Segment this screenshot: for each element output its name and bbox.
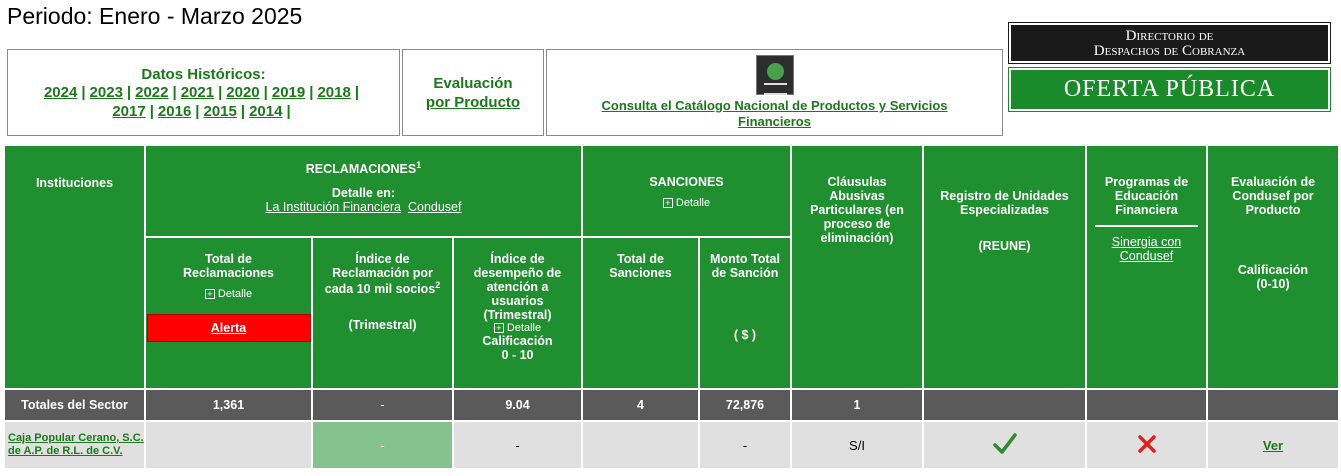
row-indice-desempeno: - — [454, 422, 581, 468]
link-condusef[interactable]: Condusef — [407, 200, 462, 215]
totals-label: Totales del Sector — [5, 390, 144, 420]
year-separator: | — [263, 84, 268, 101]
totals-clausulas: 1 — [792, 390, 922, 420]
table-row — [5, 422, 1338, 468]
evaluacion-box — [402, 49, 544, 136]
totals-indice-desempeno: 9.04 — [454, 390, 581, 420]
historicos-box — [7, 49, 400, 136]
year-separator: | — [126, 84, 132, 101]
plus-icon: + — [494, 323, 504, 333]
catalogo-logo[interactable] — [756, 55, 794, 95]
year-separator: | — [354, 84, 360, 101]
reclamaciones-title: RECLAMACIONES$^1$ — [305, 160, 422, 177]
reclamaciones-detalle[interactable]: + Detalle — [146, 288, 311, 300]
totals-indice-reclamacion: - — [313, 390, 452, 420]
year-link-2024[interactable]: 2024 — [43, 84, 78, 101]
year-link-2015[interactable]: 2015 — [203, 103, 237, 120]
header-clausulas: Cláusulas Abusivas Particulares (en proceso de eliminación) — [792, 146, 922, 388]
catalogo-box — [546, 49, 1003, 136]
header-total-reclamaciones: Total de Reclamaciones + Detalle Alerta — [146, 238, 311, 388]
totals-programas — [1087, 390, 1206, 420]
header-evaluacion: Evaluación de Condusef por Producto Calificación (0-10) — [1208, 146, 1338, 388]
row-clausulas: S/I — [792, 422, 922, 468]
totals-row — [5, 390, 1338, 420]
header-reune: Registro de Unidades Especializadas (REUNE) — [924, 146, 1085, 388]
header-indice-desempeno: Índice de desempeño de atención a usuarios (Trimestral) + Detalle Calificación 0 - 10 — [454, 238, 581, 388]
row-programas — [1087, 422, 1206, 468]
header-programas: Programas de Educación Financiera Sinergia con Condusef — [1087, 146, 1206, 388]
year-link-2018[interactable]: 2018 — [317, 84, 351, 101]
header-total-sanciones: Total de Sanciones — [583, 238, 698, 388]
header-monto-total: Monto Total de Sanción ( $ ) — [700, 238, 790, 388]
evaluacion-line1: Evaluación — [433, 75, 513, 92]
plus-icon: + — [663, 198, 673, 208]
oferta-banner[interactable] — [1009, 68, 1330, 111]
directorio-line1: Directorio de — [1125, 28, 1214, 44]
year-separator: | — [240, 103, 246, 120]
year-separator: | — [81, 84, 86, 101]
year-separator: | — [218, 84, 223, 101]
row-total-sanciones — [583, 422, 698, 468]
row-total-reclamaciones — [146, 422, 311, 468]
directorio-banner[interactable] — [1009, 23, 1330, 63]
catalogo-link-line1[interactable]: Consulta el Catálogo Nacional de Productos y Servicios — [601, 98, 948, 113]
check-icon — [993, 433, 1017, 455]
totals-reclamaciones: 1,361 — [146, 390, 311, 420]
year-link-2022[interactable]: 2022 — [135, 84, 169, 101]
header-reclamaciones — [146, 146, 581, 236]
detalle-en-label: Detalle en: — [331, 186, 396, 201]
period-title: Periodo: Enero - Marzo 2025 — [7, 3, 303, 29]
year-link-2014[interactable]: 2014 — [249, 103, 283, 120]
row-monto-total: - — [700, 422, 790, 468]
book-icon — [767, 63, 784, 80]
alerta-button[interactable]: Alerta — [147, 314, 311, 342]
year-link-2019[interactable]: 2019 — [271, 84, 306, 101]
historicos-title: Datos Históricos: — [141, 66, 266, 83]
evaluacion-link[interactable]: por Producto — [425, 94, 521, 111]
year-link-2020[interactable]: 2020 — [226, 84, 260, 101]
year-link-2023[interactable]: 2023 — [89, 84, 123, 101]
year-separator: | — [286, 103, 291, 120]
year-link-2017[interactable]: 2017 — [112, 103, 146, 120]
totals-sanciones: 4 — [583, 390, 698, 420]
header-instituciones: Instituciones — [5, 146, 144, 388]
row-evaluacion — [1208, 422, 1338, 468]
programas-divider — [1095, 225, 1198, 227]
years-row-2 — [8, 102, 399, 121]
sanciones-detalle[interactable]: + Detalle — [583, 197, 790, 209]
link-institucion[interactable]: La Institución Financiera — [265, 200, 402, 215]
row-reune — [924, 422, 1085, 468]
totals-evaluacion — [1208, 390, 1338, 420]
plus-icon: + — [205, 289, 215, 299]
year-separator: | — [149, 103, 154, 120]
link-sinergia[interactable]: Sinergia con Condusef — [1111, 235, 1182, 263]
totals-reune — [924, 390, 1085, 420]
year-separator: | — [172, 84, 177, 101]
year-separator: | — [195, 103, 200, 120]
logo-text-lines — [764, 83, 787, 95]
catalogo-link-line2[interactable]: Financieros — [738, 114, 811, 129]
year-separator: | — [309, 84, 314, 101]
year-link-2021[interactable]: 2021 — [180, 84, 215, 101]
header-indice-reclamacion: Índice de Reclamación por cada 10 mil socios$^2$ (Trimestral) — [313, 238, 452, 388]
year-link-2016[interactable]: 2016 — [157, 103, 192, 120]
sanciones-title: SANCIONES — [649, 175, 724, 189]
ver-link[interactable]: Ver — [1262, 437, 1284, 453]
row-institucion — [5, 422, 144, 468]
years-row-1 — [8, 83, 399, 102]
oferta-text: OFERTA PÚBLICA — [1063, 76, 1276, 102]
reclamaciones-links — [146, 200, 581, 214]
directorio-line2: Despachos de Cobranza — [1093, 43, 1246, 59]
header-sanciones — [583, 146, 790, 236]
desempeno-detalle[interactable]: + Detalle — [462, 322, 573, 334]
totals-monto: 72,876 — [700, 390, 790, 420]
institutions-table — [3, 144, 1340, 470]
institucion-link[interactable]: Caja Popular Cerano, S.C. de A.P. de R.L. de C.V. — [8, 432, 144, 457]
cross-icon — [1137, 434, 1157, 454]
row-indice-reclamacion: - — [313, 422, 452, 468]
